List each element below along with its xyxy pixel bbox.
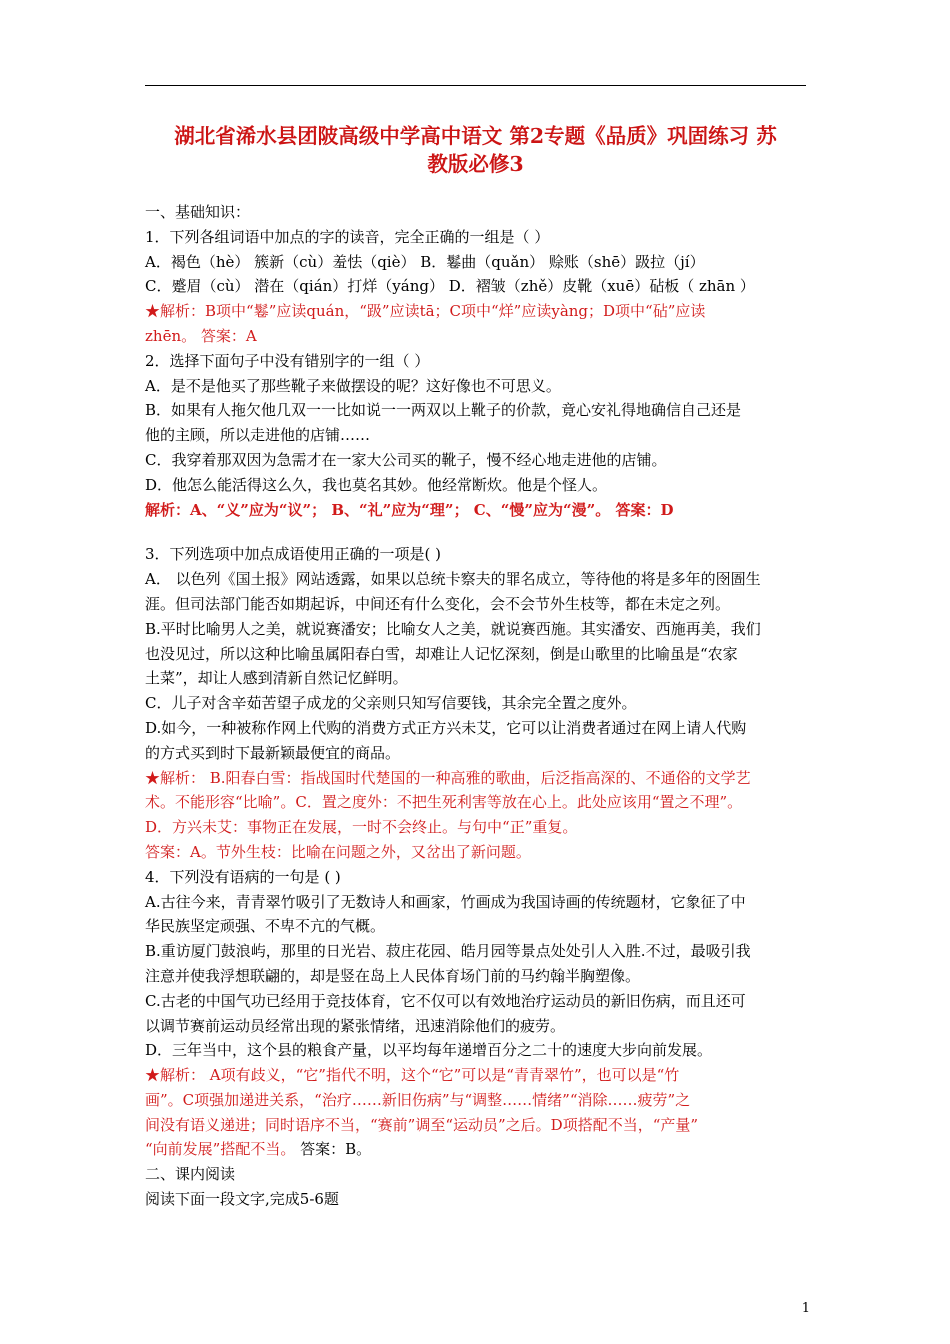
text-line: 术。不能形容“比喻”。C．置之度外：不把生死利害等放在心上。此处应该用“置之不理”。	[145, 793, 743, 812]
text-line: 华民族坚定顽强、不卑不亢的气概。	[145, 917, 386, 936]
text-line: 阅读下面一段文字,完成5-6题	[145, 1190, 339, 1209]
text-line: 土菜”，却让人感到清新自然记忆鲜明。	[145, 669, 408, 688]
analysis-text: “向前发展”搭配不当。	[145, 1140, 301, 1159]
text-line: ★解析： B.阳春白雪：指战国时代楚国的一种高雅的歌曲，后泛指高深的、不通俗的文学艺	[145, 768, 751, 787]
text-line: C.古老的中国气功已经用于竞技体育，它不仅可以有效地治疗运动员的新旧伤病，而且还可	[145, 991, 746, 1010]
text-line: C．我穿着那双因为急需才在一家大公司买的靴子，慢不经心地走进他的店铺。	[145, 450, 667, 469]
text-line: D．方兴未艾：事物正在发展，一时不会终止。与句中“正”重复。	[145, 818, 578, 837]
title-line-1: 湖北省浠水县团陂高级中学高中语文 第2专题《品质》巩固练习 苏	[174, 124, 777, 148]
text-line: 二、课内阅读	[145, 1165, 236, 1184]
text-line: B．如果有人拖欠他几双一一比如说一一两双以上靴子的价款，竟心安礼得地确信自己还是	[145, 401, 742, 420]
text-line: C．蹙眉（cù） 潜在（qián）打烊（yáng） D．褶皱（zhě）皮靴（xuē）砧板（ zhān ）	[145, 277, 755, 296]
text-line: 答案：A。节外生枝：比喻在问题之外，又岔出了新问题。	[145, 842, 531, 861]
text-line: 也没见过，所以这种比喻虽属阳春白雪，却难让人记忆深刻，倒是山歌里的比喻虽是“农家	[145, 644, 738, 663]
text-line: 间没有语义递进；同时语序不当，“赛前”调至“运动员”之后。D项搭配不当，“产量”	[145, 1115, 699, 1134]
answer-text: 答案：B。	[300, 1140, 372, 1159]
text-line: 注意并使我浮想联翩的，却是竖在岛上人民体育场门前的马约翰半胸塑像。	[145, 966, 641, 985]
text-line: ★解析：B项中“鬈”应读quán，“趿”应读tā；C项中“烊”应读yàng；D项中“砧”应读	[145, 302, 706, 321]
text-line: 2．选择下面句子中没有错别字的一组（ ）	[145, 351, 430, 370]
text-line: A.古往今来，青青翠竹吸引了无数诗人和画家，竹画成为我国诗画的传统题材，它象征了中	[145, 892, 746, 911]
document-body	[145, 200, 810, 1212]
text-line: 他的主顾，所以走进他的店铺……	[145, 426, 371, 445]
text-line: ★解析： A项有歧义，“它”指代不明，这个“它”可以是“青青翠竹”，也可以是“竹	[145, 1066, 680, 1085]
header-rule	[145, 85, 806, 86]
text-line: 3．下列选项中加点成语使用正确的一项是( )	[145, 545, 442, 564]
text-line: B.重访厦门鼓浪屿，那里的日光岩、菽庄花园、皓月园等景点处处引人入胜.不过，最吸引我	[145, 942, 751, 961]
spacer	[145, 522, 810, 542]
text-line: A．褐色（hè） 簇新（cù）羞怯（qiè） B．鬈曲（quǎn） 赊账（shē）趿拉（jí）	[145, 252, 705, 271]
text-line: B.平时比喻男人之美，就说赛潘安；比喻女人之美，就说赛西施。其实潘安、西施再美，我们	[145, 619, 761, 638]
text-line: zhēn。 答案：A	[145, 326, 257, 345]
text-line: 解析：A、“义”应为“议”； B、“礼”应为“理”； C、“慢”应为“漫”。 答案：D	[145, 500, 674, 519]
text-line	[145, 1137, 810, 1162]
text-line: C．儿子对含辛茹苦望子成龙的父亲则只知写信要钱，其余完全置之度外。	[145, 694, 637, 713]
page-number: 1	[801, 1301, 810, 1316]
text-line: 一、基础知识：	[145, 203, 251, 221]
text-line: 1．下列各组词语中加点的字的读音，完全正确的一组是（ ）	[145, 227, 550, 246]
document-title	[145, 122, 806, 178]
text-line: 涯。但司法部门能否如期起诉，中间还有什么变化，会不会节外生枝等，都在未定之列。	[145, 594, 731, 613]
text-line: 画”。C项强加递进关系，“治疗……新旧伤病”与“调整……情绪”“消除……疲劳”之	[145, 1090, 691, 1109]
text-line: D．三年当中，这个县的粮食产量，以平均每年递增百分之二十的速度大步向前发展。	[145, 1041, 713, 1060]
text-line: 4．下列没有语病的一句是 ( )	[145, 867, 341, 886]
text-line: 以调节赛前运动员经常出现的紧张情绪，迅速消除他们的疲劳。	[145, 1016, 566, 1035]
text-line: D．他怎么能活得这么久，我也莫名其妙。他经常断炊。他是个怪人。	[145, 475, 608, 494]
text-line: A．是不是他买了那些靴子来做摆设的呢？这好像也不可思义。	[145, 376, 561, 395]
text-line: 的方式买到时下最新颖最便宜的商品。	[145, 743, 401, 762]
text-line: A． 以色列《国土报》网站透露，如果以总统卡察夫的罪名成立，等待他的将是多年的囹圄生	[145, 570, 761, 589]
text-line: D.如今，一种被称作网上代购的消费方式正方兴未艾，它可以让消费者通过在网上请人代购	[145, 718, 747, 737]
title-line-2: 教版必修3	[427, 152, 524, 176]
